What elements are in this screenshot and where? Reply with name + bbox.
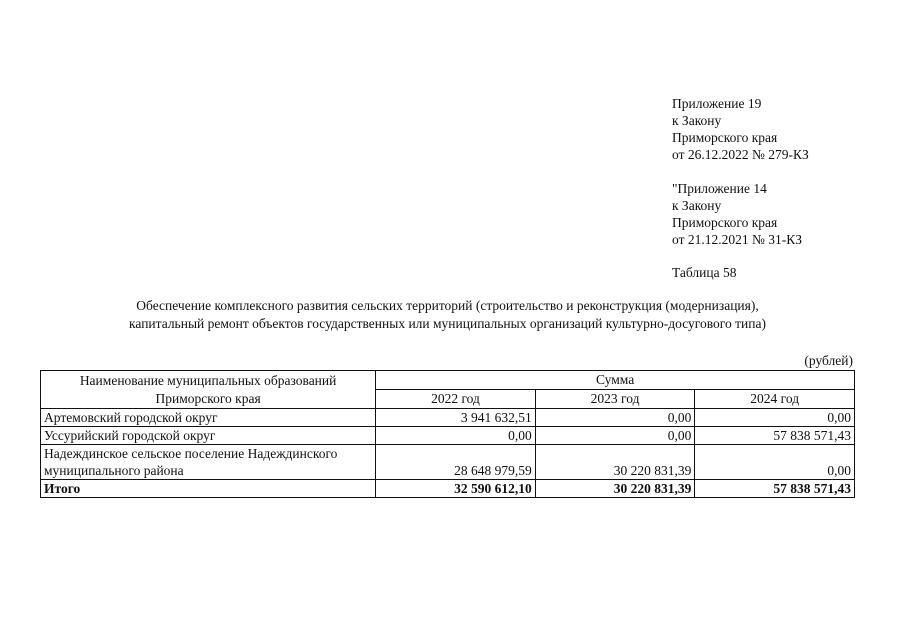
- header-municipality-line-1: Наименование муниципальных образований: [79, 372, 337, 388]
- header-year-2022: 2022 год: [376, 390, 536, 409]
- appendix-law-date: от 26.12.2022 № 279-КЗ: [672, 147, 809, 162]
- header-sum: Сумма: [376, 371, 855, 390]
- appendix-amended-reference: [672, 180, 802, 248]
- header-year-2023: 2023 год: [535, 390, 695, 409]
- total-2023: 30 220 831,39: [535, 480, 695, 498]
- amount-2024: 0,00: [695, 409, 855, 427]
- header-municipality: [41, 371, 376, 409]
- municipality-name-line-1: Надеждинское сельское поселение Надеждинского: [44, 446, 338, 461]
- table-row: [41, 445, 855, 480]
- amount-2023: 0,00: [535, 409, 695, 427]
- appendix-current-reference: [672, 95, 809, 163]
- appendix-law-label: к Закону: [672, 113, 722, 128]
- municipality-name: Уссурийский городской округ: [41, 427, 376, 445]
- amount-2024: 57 838 571,43: [695, 427, 855, 445]
- table-row: [41, 409, 855, 427]
- amount-2022: 28 648 979,59: [376, 445, 536, 480]
- appendix-region: Приморского края: [672, 215, 778, 230]
- municipality-name: [41, 445, 376, 480]
- table-header-row: [41, 371, 855, 390]
- amount-2023: 0,00: [535, 427, 695, 445]
- header-municipality-line-2: Приморского края: [155, 390, 261, 406]
- header-year-2024: 2024 год: [695, 390, 855, 409]
- document-title: [40, 297, 855, 333]
- units-label: (рублей): [804, 353, 853, 368]
- funding-table: [40, 370, 855, 498]
- municipality-name-line-2: муниципального района: [44, 463, 184, 478]
- title-line-2: капитальный ремонт объектов государственных или муниципальных организаций культурно-досугового типа): [129, 316, 766, 331]
- total-label: Итого: [41, 480, 376, 498]
- table-row: [41, 427, 855, 445]
- amount-2023: 30 220 831,39: [535, 445, 695, 480]
- table-total-row: [41, 480, 855, 498]
- appendix-law-date: от 21.12.2021 № 31-КЗ: [672, 232, 802, 247]
- appendix-region: Приморского края: [672, 130, 778, 145]
- appendix-law-label: к Закону: [672, 198, 722, 213]
- appendix-number: Приложение 19: [672, 96, 762, 111]
- total-2022: 32 590 612,10: [376, 480, 536, 498]
- amount-2022: 3 941 632,51: [376, 409, 536, 427]
- municipality-name: Артемовский городской округ: [41, 409, 376, 427]
- table-number: Таблица 58: [672, 265, 737, 280]
- amount-2024: 0,00: [695, 445, 855, 480]
- title-line-1: Обеспечение комплексного развития сельских территорий (строительство и реконструкция (модернизация),: [136, 298, 759, 313]
- appendix-number: "Приложение 14: [672, 181, 767, 196]
- amount-2022: 0,00: [376, 427, 536, 445]
- total-2024: 57 838 571,43: [695, 480, 855, 498]
